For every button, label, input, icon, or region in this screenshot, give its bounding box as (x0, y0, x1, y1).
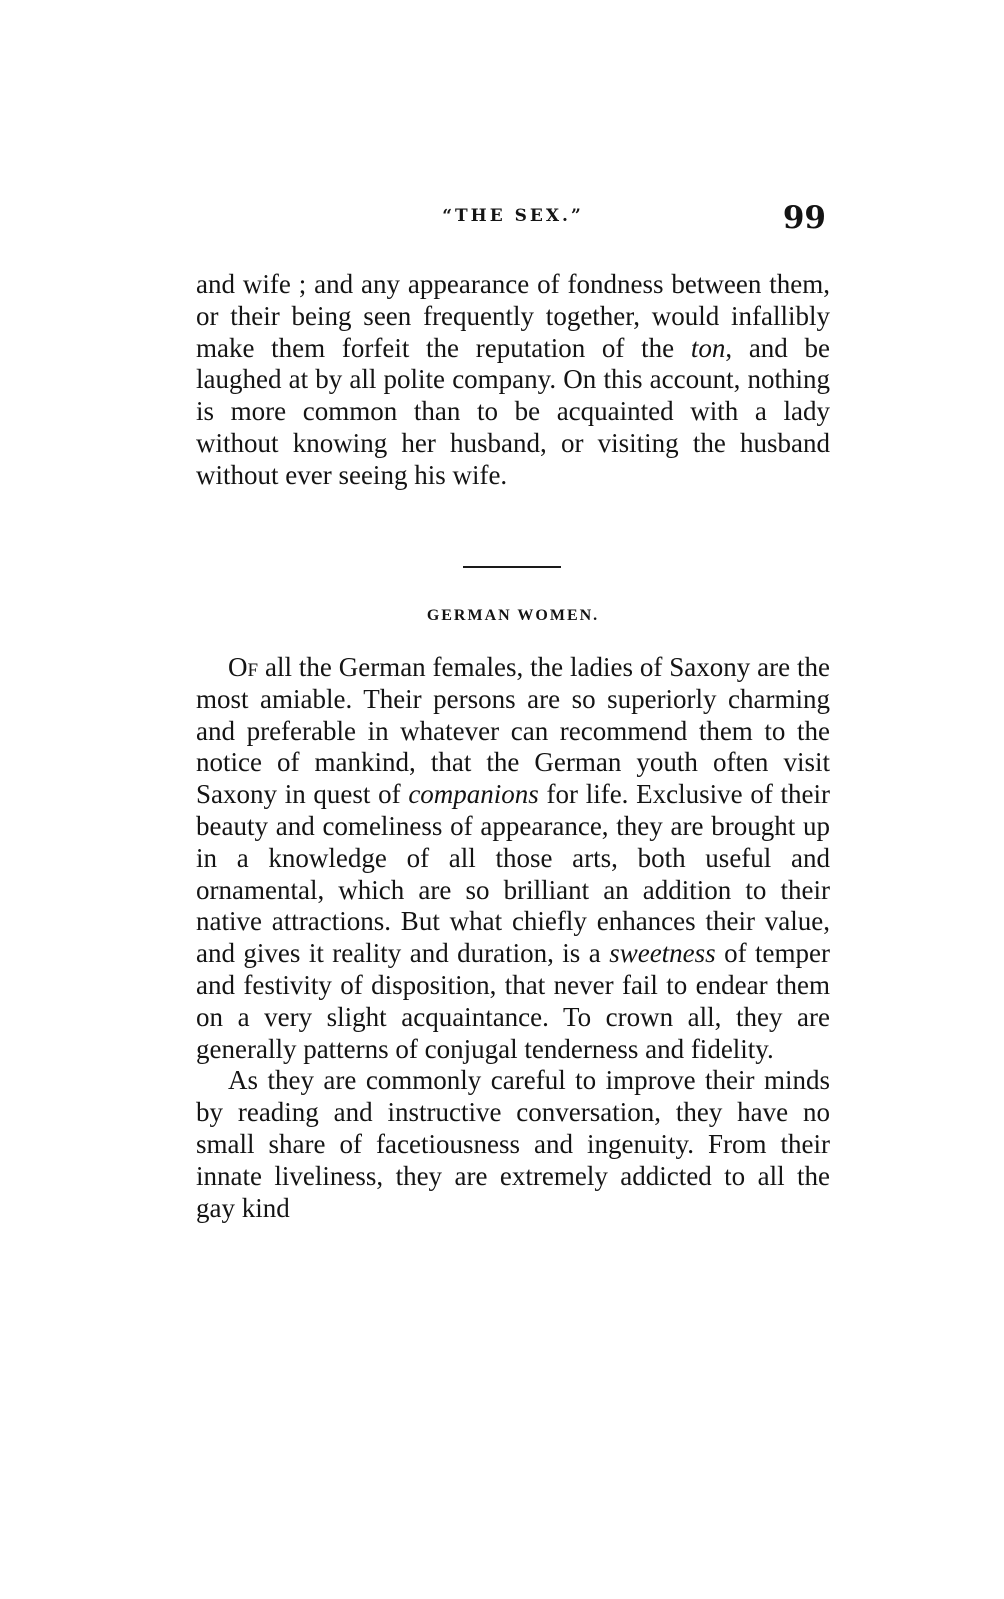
italic-word-sweetness: sweetness (609, 938, 716, 969)
running-head (196, 200, 830, 244)
paragraph-1-part-2: for life. Exclusive of their beauty and comeliness of appearance, they are brought up in a knowledge of all those arts, both useful and ornamental, which are so brilliant an addition to their native attractions. But what chiefly enhances their value, and gives it reality and duration, is a (196, 779, 830, 969)
running-title: “THE SEX.” (442, 206, 584, 226)
section-paragraph-2: As they are commonly careful to improve their minds by reading and instructive conversation, they have no small share of facetiousness and ingenuity. From their innate liveliness, they are extremely addicted to all the gay kind (196, 1065, 830, 1223)
paragraph-1-part-1: all the German females, the ladies of Saxony are the most amiable. Their persons are so superiorly charming and preferable in whatever can recommend them to the notice of mankind, that the German youth often visit Saxony in quest of (196, 652, 830, 810)
continued-text-end: , and be laughed at by all polite company. On this account, nothing is more common than to be acquainted with a lady without knowing her husband, or visiting the husband without ever seeing his wife. (196, 332, 831, 490)
opening-word: Of (228, 652, 259, 682)
page-number: 99 (782, 200, 826, 236)
section-divider-rule (463, 566, 561, 568)
continued-paragraph (196, 269, 830, 492)
italic-word-companions: companions (408, 779, 539, 810)
section-heading: GERMAN WOMEN. (426, 607, 600, 624)
continued-text-start: and wife ; and any appearance of fondness between them, or their being seen frequently together, would infallibly make them forfeit the reputation of the (196, 269, 830, 363)
continued-paragraph-text (196, 269, 830, 492)
section-body (196, 652, 830, 1224)
paragraph-1-part-3: of temper and festivity of disposition, that never fail to endear them on a very slight acquaintance. To crown all, they are generally patterns of conjugal tenderness and fidelity. (196, 938, 831, 1064)
section-paragraph-1 (196, 652, 830, 1065)
italic-word-ton: ton (690, 332, 726, 363)
